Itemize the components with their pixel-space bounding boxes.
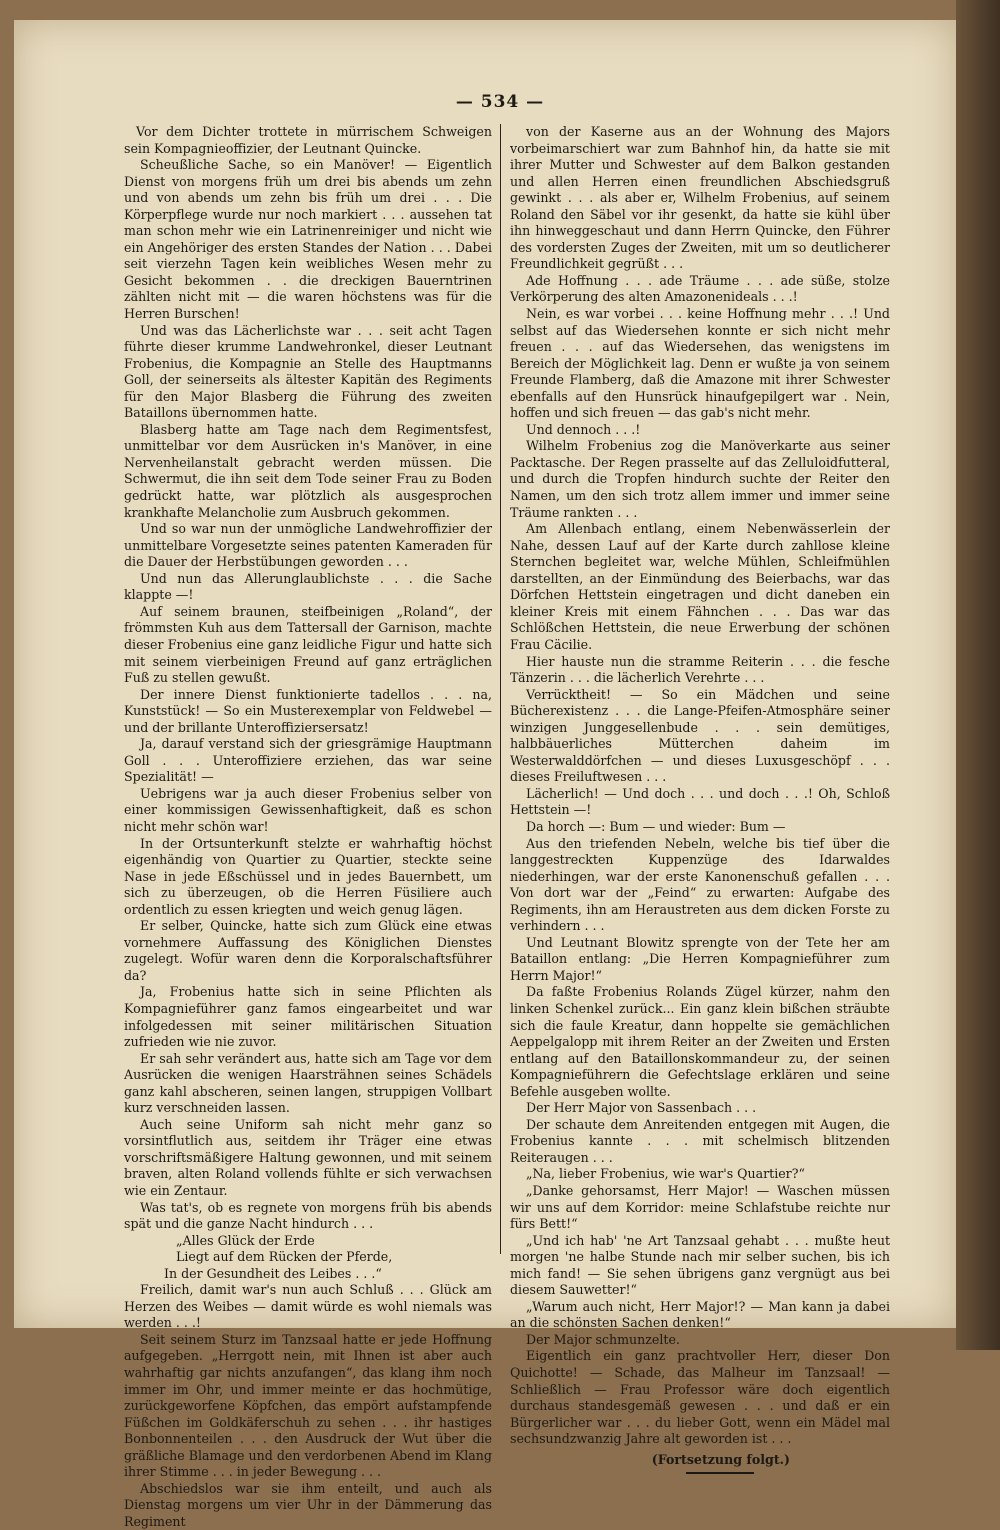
paragraph: von der Kaserne aus an der Wohnung des Majors vorbeimarschiert war zum Bahnhof hin, da hatte sie mit ihrer Mutter und Schwester auf dem Balkon gestanden und allen Herren einen freundlichen Abschiedsgruß gewinkt . . . als aber er, Wilhelm Frobenius, auf seinem Roland den Säbel vor ihr gesenkt, da hatte sie kühl über ihn hinweggeschaut und dann Herrn Quincke, den Führer des vordersten Zuges der Zweiten, mit um so deutlicherer Freundlichkeit gegrüßt . . . — [510, 124, 890, 272]
paragraph: Was tat's, ob es regnete von morgens früh bis abends spät und die ganze Nacht hindurch . . . — [124, 1199, 492, 1232]
verse-line: Liegt auf dem Rücken der Pferde, — [176, 1249, 393, 1265]
paragraph: Verrücktheit! — So ein Mädchen und seine Bücherexistenz . . . die Lange-Pfeifen-Atmosphäre seiner winzigen Junggesellenbude . . . sein demütiges, halbbäuerliches Mütterchen daheim im Westerwalddörfchen — und dieses Luxusgeschöpf . . . dieses Freiluftwesen . . . — [510, 686, 890, 785]
paragraph: Nein, es war vorbei . . . keine Hoffnung mehr . . .! Und selbst auf das Wiedersehen konnte er sich nicht mehr freuen . . . auf das Wiedersehen, das wenigstens im Bereich der Möglichkeit lag. Denn er wußte ja von seinem Freunde Flamberg, daß die Amazone mit ihrer Schwester ebenfalls auf den Hunsrück hinaufgepilgert war . Nein, hoffen und sich freuen — das gab's nicht mehr. — [510, 306, 890, 421]
paragraph: Und was das Lächerlichste war . . . seit acht Tagen führte dieser krumme Landwehronkel, dieser Leutnant Frobenius, die Kompagnie an Stelle des Hauptmanns Goll, der seinerseits als ältester Kapitän des Regiments für den Major Blasberg die Führung des zweiten Bataillons übernommen hatte. — [124, 322, 492, 421]
paragraph: Und dennoch . . .! — [526, 421, 641, 437]
paragraph: Vor dem Dichter trottete in mürrischem Schweigen sein Kompagnieoffizier, der Leutnant Quincke. — [124, 124, 492, 156]
paragraph: Am Allenbach entlang, einem Nebenwässerlein der Nahe, dessen Lauf auf der Karte durch zahllose kleine Sternchen begleitet war, welche Mühlen, Schleifmühlen darstellten, an der Einmündung des Beierbachs, war das Dörfchen Hettstein eingetragen und dicht daneben ein kleiner Kreis mit einem Fähnchen . . . Das war das Schlößchen Hettstein, die neue Erwerbung der schönen Frau Cäcilie. — [510, 521, 890, 652]
paragraph: Und Leutnant Blowitz sprengte von der Tete her am Bataillon entlang: „Die Herren Kompagnieführer zum Herrn Major!“ — [510, 934, 890, 983]
paragraph: Ja, darauf verstand sich der griesgrämige Hauptmann Goll . . . Unteroffiziere erziehen, das war seine Spezialität! — — [124, 736, 492, 785]
paragraph: Eigentlich ein ganz prachtvoller Herr, dieser Don Quichotte! — Schade, das Malheur im Tanzsaal! — Schließlich — Frau Professor wäre doch eigentlich durchaus standesgemäß gewesen . . . und daß er ein Bürgerlicher war . . . du lieber Gott, wenn ein Mädel mal sechsundzwanzig Jahre alt geworden ist . . . — [510, 1348, 890, 1447]
paragraph: Abschiedslos war sie ihm enteilt, und auch als Dienstag morgens um vier Uhr in der Dämmerung das Regiment — [124, 1480, 492, 1529]
paragraph: Scheußliche Sache, so ein Manöver! — Eigentlich Dienst von morgens früh um drei bis abends um zehn und von abends um zehn bis früh um drei . . . Die Körperpflege wurde nur noch markiert . . . aussehen tat man schon mehr wie ein Latrinenreiniger und nicht wie ein Angehöriger des ersten Standes der Nation . . . Dabei seit vierzehn Tagen kein weibliches Wesen mehr zu Gesicht bekommen . . die dreckigen Bauerntrinen zählten nicht mit — die waren höchstens was für die Herren Burschen! — [124, 157, 492, 322]
paragraph: Und nun das Allerunglaublichste . . . die Sache klappte —! — [124, 570, 492, 603]
paragraph: Wilhelm Frobenius zog die Manöverkarte aus seiner Packtasche. Der Regen prasselte auf das Zelluloidfutteral, und durch die Tropfen hindurch suchte der Reiter den Namen, um den sich trotz allem immer und immer seine Träume rankten . . . — [510, 438, 890, 520]
page-edge-shadow — [956, 0, 1000, 1350]
paragraph: Lächerlich! — Und doch . . . und doch . . .! Oh, Schloß Hettstein —! — [510, 785, 890, 818]
paragraph: „Und ich hab' 'ne Art Tanzsaal gehabt . . . mußte heut morgen 'ne halbe Stunde nach mir selber suchen, bis ich mich fand! — Sie sehen übrigens ganz vergnügt aus bei diesem Sauwetter!“ — [510, 1232, 890, 1298]
end-rule — [686, 1472, 754, 1474]
paragraph: Auf seinem braunen, steifbeinigen „Roland“, der frömmsten Kuh aus dem Tattersall der Garnison, machte dieser Frobenius eine ganz leidliche Figur und hatte sich mit seinem vierbeinigen Freund auf ganz erträglichen Fuß zu stellen gewußt. — [124, 603, 492, 686]
paragraph: In der Ortsunterkunft stelzte er wahrhaftig höchst eigenhändig von Quartier zu Quartier, steckte seine Nase in jede Eßschüssel und in jedes Bauernbett, um sich zu überzeugen, ob die Herren Füsiliere auch ordentlich zu essen kriegten und weich genug lägen. — [124, 835, 492, 917]
verse-line: „Alles Glück der Erde — [176, 1232, 315, 1248]
paragraph: „Danke gehorsamst, Herr Major! — Waschen müssen wir uns auf dem Korridor: meine Schlafstube reichte nur fürs Bett!“ — [510, 1183, 890, 1232]
page-number: — 534 — — [455, 92, 545, 112]
paragraph: Der innere Dienst funktionierte tadellos . . . na, Kunststück! — So ein Musterexemplar von Feldwebel — und der brillante Unteroffiziersersatz! — [124, 686, 492, 735]
paragraph: Und so war nun der unmögliche Landwehroffizier der unmittelbare Vorgesetzte seines patenten Kameraden für die Dauer der Herbstübungen geworden . . . — [124, 521, 492, 570]
paragraph: Ja, Frobenius hatte sich in seine Pflichten als Kompagnieführer ganz famos eingearbeitet und war infolgedessen mit seiner militärischen Situation zufrieden wie nie zuvor. — [124, 984, 492, 1050]
paragraph: Er selber, Quincke, hatte sich zum Glück eine etwas vornehmere Auffassung des Königlichen Dienstes zugelegt. Wofür waren denn die Korporalschaftsführer da? — [124, 918, 492, 983]
paragraph: Er sah sehr verändert aus, hatte sich am Tage vor dem Ausrücken die wenigen Haarsträhnen seines Schädels ganz kahl abscheren, seinen langen, struppigen Vollbart kurz verschneiden lassen. — [124, 1050, 492, 1116]
paragraph: „Na, lieber Frobenius, wie war's Quartier?“ — [526, 1166, 805, 1182]
paragraph: Freilich, damit war's nun auch Schluß . . . Glück am Herzen des Weibes — damit würde es wohl niemals was werden . . .! — [124, 1282, 492, 1331]
paragraph: Hier hauste nun die stramme Reiterin . . . die fesche Tänzerin . . . die lächerlich Verehrte . . . — [510, 653, 890, 686]
text-column-right — [510, 124, 890, 1474]
paragraph: Seit seinem Sturz im Tanzsaal hatte er jede Hoffnung aufgegeben. „Herrgott nein, mit Ihnen ist aber auch wahrhaftig gar nichts anzufangen“, das klang ihm noch immer im Ohr, und immer meinte er das hochmütige, zurückgeworfene Köpfchen, das empört aufstampfende Füßchen im Goldkäferschuh zu sehen . . . ihr hastiges Bonbonnenteilen . . . den Ausdruck der Wut über die gräßliche Blamage und den verdorbenen Abend im Klang ihrer Stimme . . . in jeder Bewegung . . . — [124, 1331, 492, 1480]
continued-label: (Fortsetzung folgt.) — [651, 1451, 790, 1467]
paragraph: Blasberg hatte am Tage nach dem Regimentsfest, unmittelbar vor dem Ausrücken in's Manöver, in eine Nervenheilanstalt gebracht werden müssen. Die Schwermut, die ihn seit dem Tode seiner Frau zu Boden gedrückt hatte, war plötzlich als ausgesprochen krankhafte Melancholie zum Ausbruch gekommen. — [124, 421, 492, 520]
paragraph: Der Major schmunzelte. — [526, 1331, 680, 1347]
paragraph: Auch seine Uniform sah nicht mehr ganz so vorsintflutlich aus, seitdem ihr Träger eine etwas vorschriftsmäßigere Haltung gewonnen, und mit seinem braven, alten Roland vollends fühlte er sich verwachsen wie ein Zentaur. — [124, 1116, 492, 1198]
paragraph: Der schaute dem Anreitenden entgegen mit Augen, die Frobenius kannte . . . mit schelmisch blitzenden Reiteraugen . . . — [510, 1116, 890, 1165]
verse-line: In der Gesundheit des Leibes . . .“ — [164, 1265, 382, 1281]
column-divider — [500, 124, 501, 1254]
paragraph: Der Herr Major von Sassenbach . . . — [526, 1100, 757, 1116]
paragraph: Aus den triefenden Nebeln, welche bis tief über die langgestreckten Kuppenzüge des Idarwaldes niederhingen, war der erste Kanonenschuß gefallen . . . Von dort war der „Feind“ zu erwarten: Aufgabe des Regiments, ihn am Heraustreten aus dem dicken Forste zu verhindern . . . — [510, 835, 890, 934]
paragraph: „Warum auch nicht, Herr Major!? — Man kann ja dabei an die schönsten Sachen denken!“ — [510, 1298, 890, 1331]
paragraph: Ade Hoffnung . . . ade Träume . . . ade süße, stolze Verkörperung des alten Amazonenideals . . .! — [510, 272, 890, 305]
paragraph: Da faßte Frobenius Rolands Zügel kürzer, nahm den linken Schenkel zurück... Ein ganz klein bißchen sträubte sich die faule Kreatur, dann hoppelte sie gemächlichen Aeppelgalopp mit ihrem Reiter an der Zweiten und Ersten entlang auf den Bataillonskommandeur zu, der seinen Kompagnieführern die Gefechtslage erklären und seine Befehle ausgeben wollte. — [510, 984, 890, 1099]
text-column-left — [124, 124, 492, 1530]
paragraph: Uebrigens war ja auch dieser Frobenius selber von einer kommissigen Gewissenhaftigkeit, daß es schon nicht mehr schön war! — [124, 785, 492, 834]
paragraph: Da horch —: Bum — und wieder: Bum — — [526, 818, 786, 834]
